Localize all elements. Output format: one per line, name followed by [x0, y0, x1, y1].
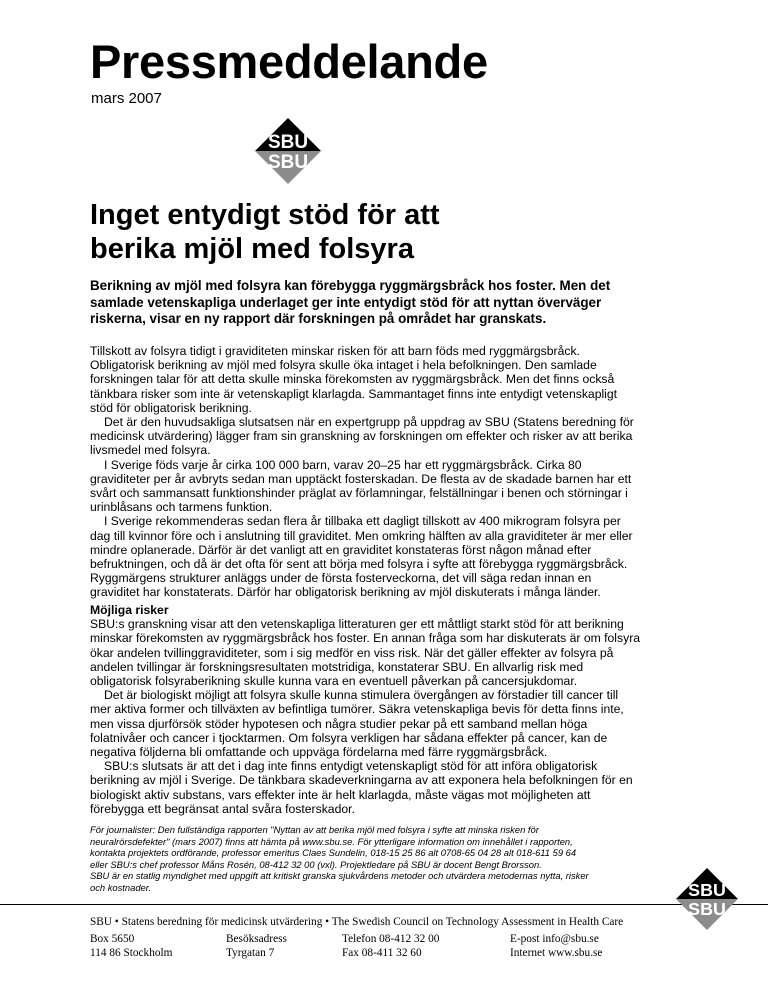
- body-line: mindre oplanerade. Därför är det vanligt att en graviditet konstateras först någon månad efter: [90, 542, 592, 557]
- journalist-note: [90, 824, 680, 894]
- lead-line: Berikning av mjöl med folsyra kan förebygga ryggmärgsbråck hos foster. Men det: [90, 278, 611, 293]
- note-line: SBU är en statlig myndighet med uppgift att kritiskt granska sjukvårdens metoder och utvärdera metodernas nytta, risker: [90, 870, 589, 882]
- headline-line-2: berika mjöl med folsyra: [90, 233, 414, 265]
- body-line: negativa följderna bli omfattande och uppväga fördelarna med färre ryggmärgsbråck.: [90, 745, 548, 760]
- footer-visiting-address: [226, 932, 287, 960]
- body-line: ökar andelen tvillinggraviditeter, som i sig medför en viss risk. När det gäller effekter av folsyra på: [90, 645, 614, 660]
- body-line: stöd för obligatorisk berikning.: [90, 400, 252, 415]
- document-title: Pressmeddelande: [90, 35, 488, 88]
- body-line: livsmedel med folsyra.: [90, 443, 211, 458]
- body-line: I Sverige rekommenderas sedan flera år tillbaka ett dagligt tillskott av 400 mikrogram folsyra per: [104, 514, 621, 529]
- body-line: berikning av mjöl i Sverige. De tänkbara skadeverkningarna av att exponera hela befolkningen för en: [90, 773, 633, 788]
- body-line: förebygga ett begränsat antal svåra fosterskador.: [90, 801, 355, 816]
- body-line: dag till kvinnor före och i anslutning till graviditet. Men omkring hälften av alla graviditeter är mer eller: [90, 528, 633, 543]
- footer-email-link[interactable]: E-post info@sbu.se: [510, 933, 599, 945]
- footer-website-link[interactable]: Internet www.sbu.se: [510, 947, 603, 959]
- footer-divider: [0, 904, 768, 905]
- body-line: Ryggmärgens strukturer anläggs under de första fosterveckorna, det vill säga redan innan en: [90, 571, 592, 586]
- document-date: mars 2007: [91, 90, 162, 107]
- footer-organization-line: SBU • Statens beredning för medicinsk utvärdering • The Swedish Council on Technology Assessment in Health Care: [90, 916, 624, 928]
- body-line: SBU:s granskning visar att den vetenskapliga litteraturen ger ett måttligt starkt stöd för att berikning: [90, 617, 624, 632]
- footer-text: Box 5650: [90, 933, 135, 945]
- body-line: biologiskt aktiv substans, vars effekter inte är helt klarlagda, måste vägas mot möjligheten att: [90, 787, 591, 802]
- note-line: eller SBU:s chef professor Måns Rosén, 08-412 32 00 (vxl). Projektledare på SBU är docent Bengt Brorsson.: [90, 858, 542, 870]
- body-line: SBU:s slutsats är att det i dag inte finns entydigt vetenskapligt stöd för att införa obligatorisk: [104, 759, 598, 774]
- body-line: forskningen talar för att detta skulle minska förekomsten av ryggmärgsbråck. Men det finns också: [90, 372, 615, 387]
- body-section-2: [90, 603, 680, 816]
- body-line: graviditeter per år avbryts sedan man upptäckt fosterskadan. De flesta av de skadade barnen har ett: [90, 471, 632, 486]
- body-line: Det är den huvudsakliga slutsatsen när en expertgrupp på uppdrag av SBU (Statens beredning för: [104, 415, 634, 430]
- footer-text: 114 86 Stockholm: [90, 947, 173, 959]
- lead-line: riskerna, visar en ny rapport där forskningen på området har granskats.: [90, 311, 547, 327]
- body-line: urinblåsans och tarmens funktion.: [90, 500, 273, 515]
- footer-text: Tyrgatan 7: [226, 947, 275, 959]
- body-line: andelen tvillingar är forskningsresultaten motstridiga, konstaterar SBU. En allvarlig risk med: [90, 659, 584, 674]
- sbu-logo-text-top: SBU: [267, 132, 309, 153]
- note-line: neuralrörsdefekter" (mars 2007) finns att hämta på www.sbu.se. För ytterligare information om innehållet i rapporten,: [90, 835, 573, 847]
- footer-text: Besöksadress: [226, 933, 287, 945]
- sbu-logo-footer-text-bottom: SBU: [688, 898, 726, 919]
- lead-paragraph: [90, 278, 680, 328]
- footer-text: Fax 08-411 32 60: [342, 947, 422, 959]
- body-line: Det är biologiskt möjligt att folsyra skulle kunna stimulera övergången av förstadier till cancer till: [104, 688, 619, 703]
- sbu-logo-text-bottom: SBU: [267, 152, 309, 173]
- body-line: befruktningen, och då är det ofta för sent att börja med folsyra i syfte att förebygga ryggmärgsbråck.: [90, 557, 628, 572]
- note-line: För journalister: Den fullständiga rapporten "Nyttan av att berika mjöl med folsyra i syfte att minska risken för: [90, 824, 539, 835]
- body-line: I Sverige föds varje år cirka 100 000 barn, varav 20–25 har ett ryggmärgsbråck. Cirka 80: [104, 457, 582, 472]
- sbu-logo: [255, 118, 321, 184]
- body-line: tänkbara risker som inte är vetenskapligt klarlagda. Sammantaget finns inte entydigt vetenskapligt: [90, 386, 618, 401]
- footer-contact: [510, 932, 602, 960]
- note-line: och kostnader.: [90, 881, 152, 893]
- lead-line: samlade vetenskapliga underlaget ger inte entydigt stöd för att nyttan överväger: [90, 294, 602, 310]
- body-line: folatnivåer och cancer i tjocktarmen. Om folsyra verkligen har sådana effekter på cancer, kan de: [90, 730, 608, 745]
- body-line: Tillskott av folsyra tidigt i graviditeten minskar risken för att barn föds med ryggmärgsbråck.: [90, 344, 580, 358]
- body-line: svårt och sammansatt funktionshinder präglat av förlamningar, felställningar i benen och störningar i: [90, 486, 628, 501]
- body-line: medicinsk utvärdering) lägger fram sin granskning av forskningen om effekter och risker av att berika: [90, 429, 633, 444]
- body-line: graviditet har konstaterats. Därför har obligatorisk berikning av mjöl diskuterats i många länder.: [90, 585, 601, 600]
- body-line: mer aktiva former och tillväxten av befintliga tumörer. Säkra vetenskapliga bevis för detta finns inte,: [90, 702, 624, 717]
- footer-postal-address: [90, 932, 172, 960]
- section-heading-risks: Möjliga risker: [90, 603, 169, 617]
- footer-text: Telefon 08-412 32 00: [342, 933, 440, 945]
- body-line: minskar förekomsten av ryggmärgsbråck hos foster. En annan fråga som har diskuterats är om folsyra: [90, 631, 641, 646]
- body-section-1: [90, 344, 680, 600]
- body-line: Obligatorisk berikning av mjöl med folsyra skulle öka intaget i hela befolkningen. Den samlade: [90, 358, 597, 373]
- body-line: men vissa djurförsök stöder hypotesen och några studier pekar på ett samband mellan höga: [90, 716, 588, 731]
- headline: [90, 198, 650, 266]
- sbu-logo-footer-text-top: SBU: [688, 880, 726, 901]
- footer-phone: [342, 932, 439, 960]
- sbu-logo-footer: [676, 868, 738, 930]
- headline-line-1: Inget entydigt stöd för att: [90, 199, 440, 231]
- body-line: obligatorisk folsyraberikning skulle kunna vara en eventuell påverkan på cancersjukdomar.: [90, 674, 578, 689]
- note-line: kontakta projektets ordförande, professor emeritus Claes Sundelin, 018-15 25 86 alt 0708-65 04 28 alt 018-611 59 64: [90, 847, 577, 859]
